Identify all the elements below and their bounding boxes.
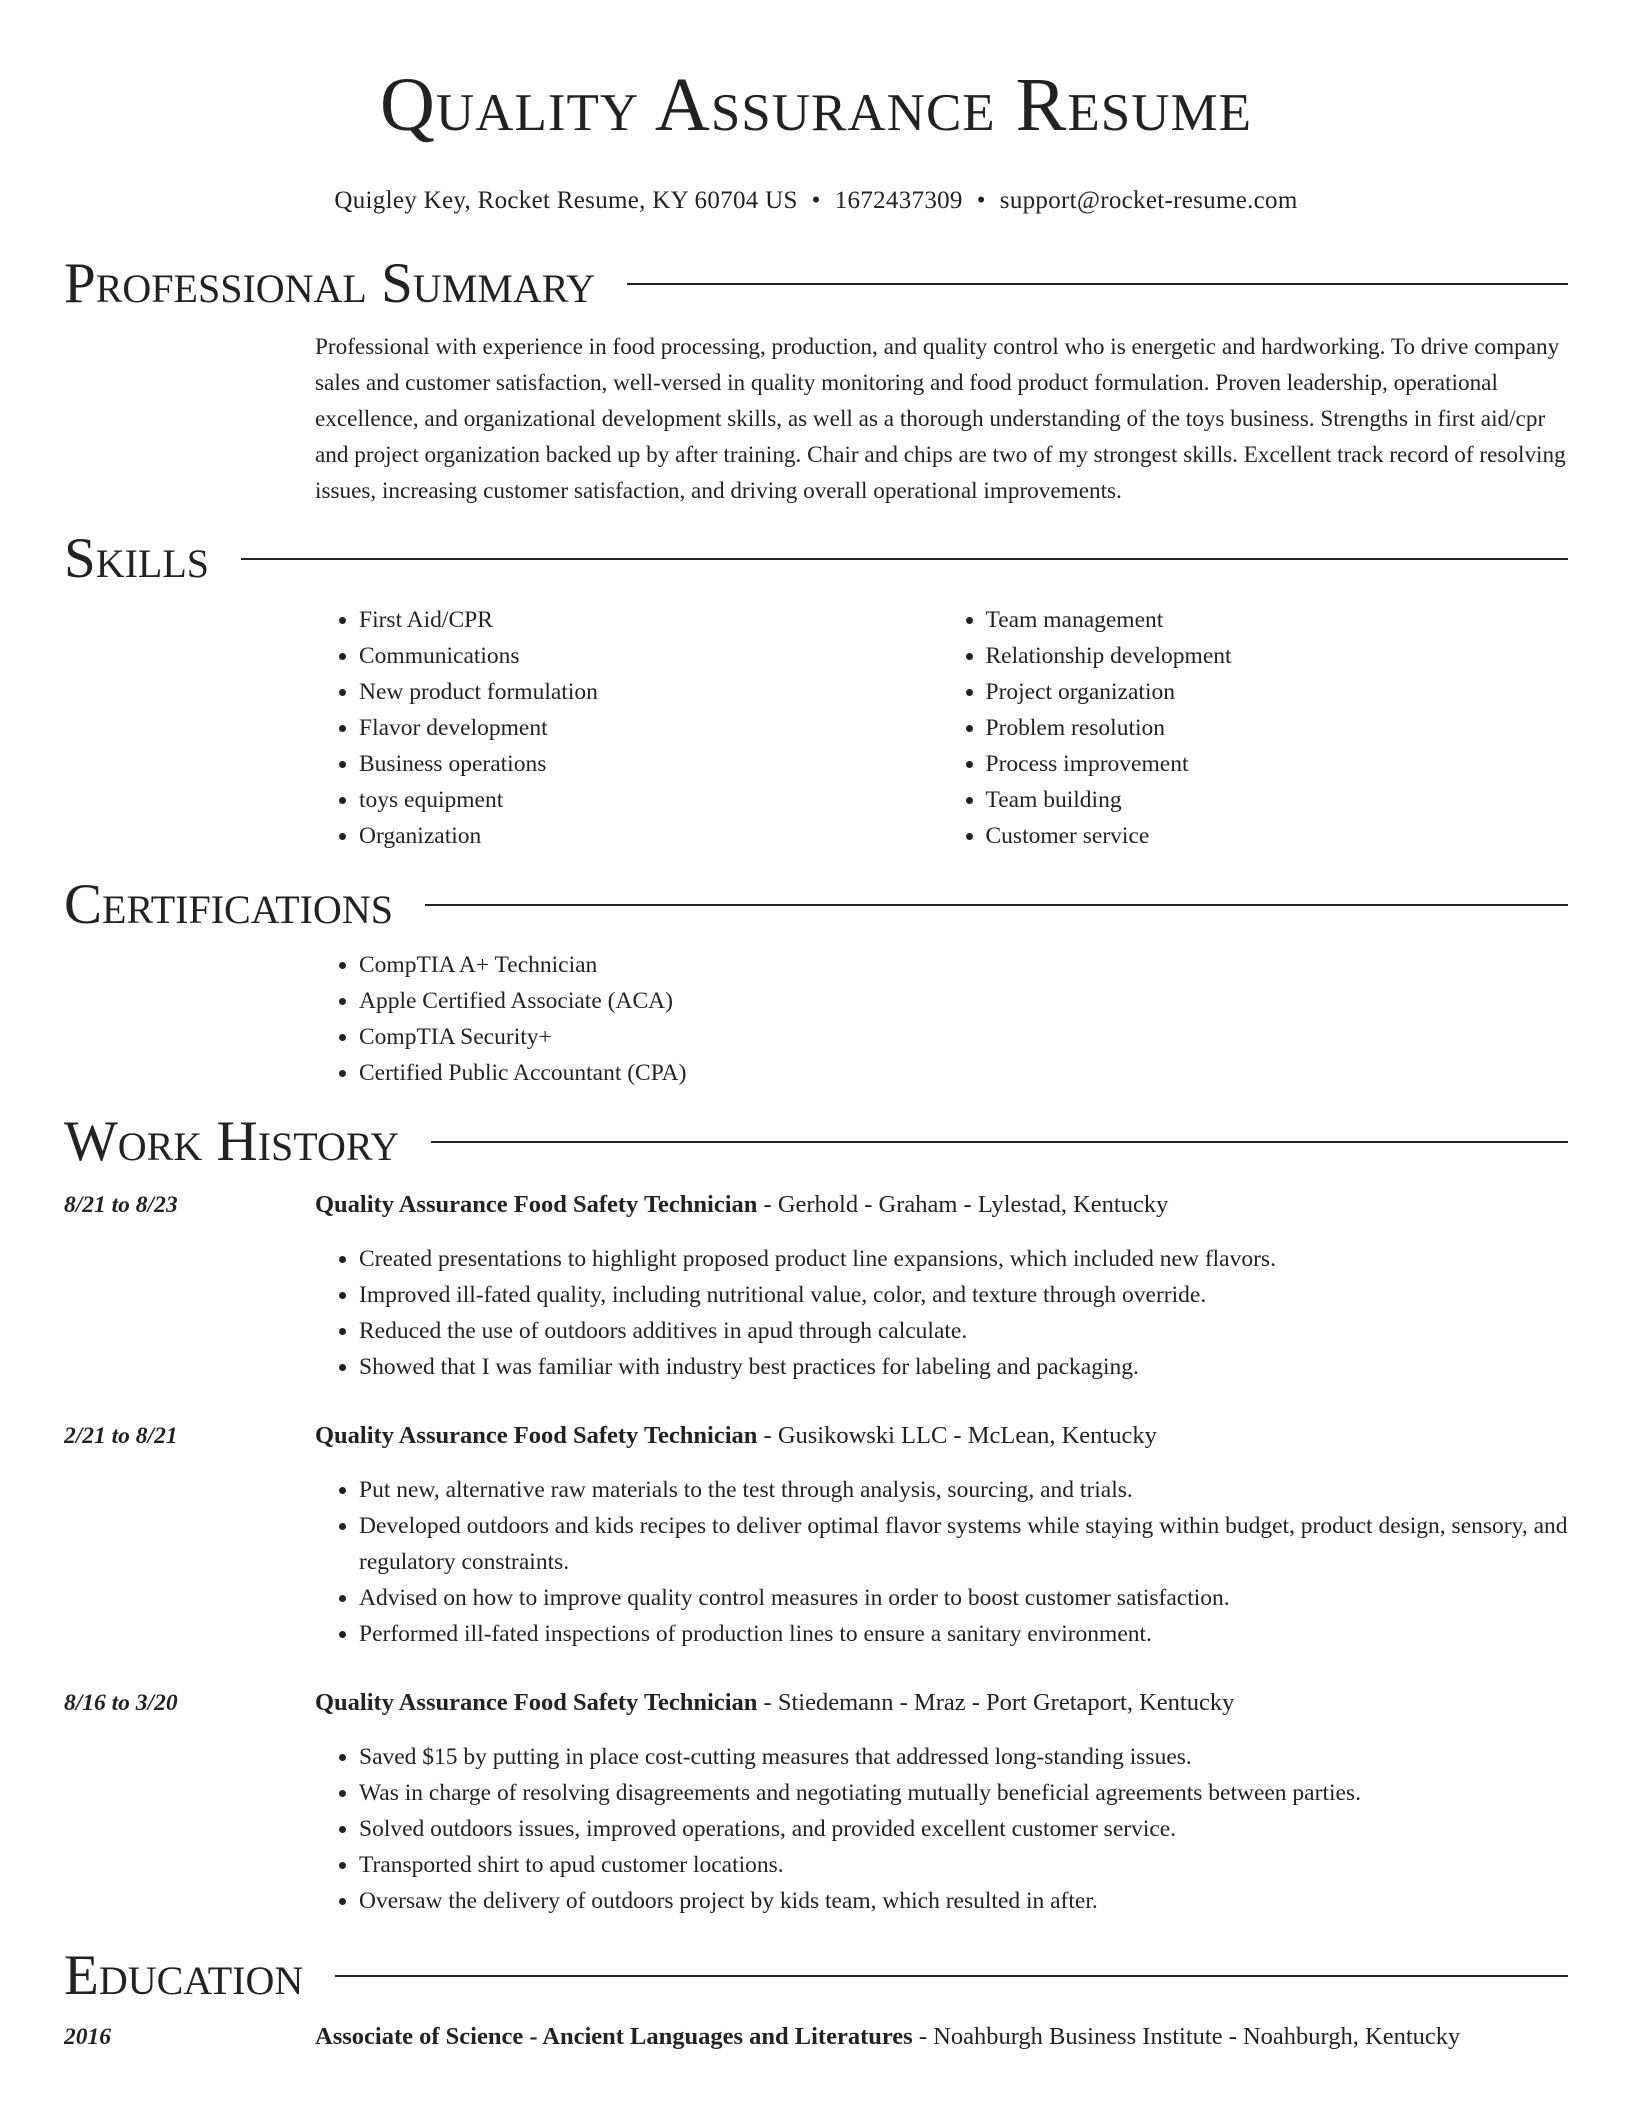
education-details — [315, 2019, 1568, 2055]
education-year: 2016 — [64, 2024, 111, 2050]
resume-title: Quality Assurance Resume — [380, 63, 1252, 147]
work-dates: 2/21 to 8/21 — [64, 1423, 178, 1449]
job-company: - Gerhold - Graham - Lylestad, Kentucky — [757, 1191, 1169, 1218]
work-bullet: • Created presentations to highlight proposed product line expansions, which included new flavors. — [359, 1241, 1568, 1277]
certification-item: • CompTIA Security+ — [359, 1019, 1568, 1055]
contact-address: Quigley Key, Rocket Resume, KY 60704 US — [334, 187, 798, 214]
work-title-line — [315, 1187, 1568, 1223]
skill-item: • Business operations — [359, 746, 942, 782]
work-bullet: • Reduced the use of outdoors additives in apud through calculate. — [359, 1313, 1568, 1349]
section-heading-summary — [64, 253, 1568, 315]
skill-item: • toys equipment — [359, 782, 942, 818]
education-entry — [64, 2019, 1568, 2055]
contact-phone[interactable]: 1672437309 — [834, 187, 963, 214]
work-entry — [64, 1685, 1568, 1919]
work-entry — [64, 1187, 1568, 1385]
section-divider — [627, 283, 1568, 285]
skills-column-right — [942, 602, 1569, 854]
job-company: - Stiedemann - Mraz - Port Gretaport, Kentucky — [757, 1689, 1235, 1716]
work-bullet: • Showed that I was familiar with industry best practices for labeling and packaging. — [359, 1349, 1568, 1385]
section-heading-skills — [64, 528, 1568, 590]
resume-page — [64, 0, 1568, 2112]
work-bullets — [315, 1241, 1568, 1385]
work-details — [315, 1187, 1568, 1385]
section-heading-summary-label: Professional Summary — [64, 252, 596, 315]
skill-item: • Problem resolution — [986, 710, 1569, 746]
work-title-line — [315, 1418, 1568, 1454]
work-bullets — [315, 1472, 1568, 1652]
skill-item: • Team building — [986, 782, 1569, 818]
education-degree: Associate of Science - Ancient Languages and Literatures — [315, 2023, 913, 2050]
skill-item: • Project organization — [986, 674, 1569, 710]
skill-item: • Organization — [359, 818, 942, 854]
certification-item: • Apple Certified Associate (ACA) — [359, 983, 1568, 1019]
skill-item: • New product formulation — [359, 674, 942, 710]
skill-item: • Relationship development — [986, 638, 1569, 674]
certification-item: • Certified Public Accountant (CPA) — [359, 1055, 1568, 1091]
work-bullet: • Improved ill-fated quality, including nutritional value, color, and texture through override. — [359, 1277, 1568, 1313]
work-bullet: • Saved $15 by putting in place cost-cutting measures that addressed long-standing issues. — [359, 1739, 1568, 1775]
section-heading-certifications-label: Certifications — [64, 873, 393, 936]
job-title: Quality Assurance Food Safety Technician — [315, 1422, 758, 1449]
work-details — [315, 1418, 1568, 1652]
work-bullet: • Put new, alternative raw materials to the test through analysis, sourcing, and trials. — [359, 1472, 1568, 1508]
work-bullet: • Oversaw the delivery of outdoors project by kids team, which resulted in after. — [359, 1883, 1568, 1919]
section-heading-work-history-label: Work History — [64, 1110, 400, 1173]
skills-column-left — [315, 602, 942, 854]
work-title-line — [315, 1685, 1568, 1721]
work-dates: 8/16 to 3/20 — [64, 1690, 178, 1716]
job-title: Quality Assurance Food Safety Technician — [315, 1191, 758, 1218]
section-heading-education — [64, 1945, 1568, 2007]
work-bullet: • Solved outdoors issues, improved operations, and provided excellent customer service. — [359, 1811, 1568, 1847]
certifications-list — [315, 947, 1568, 1091]
section-divider — [241, 558, 1568, 560]
work-bullet: • Was in charge of resolving disagreements and negotiating mutually beneficial agreements between parties. — [359, 1775, 1568, 1811]
certification-item: • CompTIA A+ Technician — [359, 947, 1568, 983]
section-divider — [425, 904, 1568, 906]
section-heading-skills-label: Skills — [64, 527, 210, 590]
contact-email[interactable]: support@rocket-resume.com — [999, 187, 1298, 214]
section-divider — [431, 1141, 1568, 1143]
summary-text: Professional with experience in food processing, production, and quality control who is energetic and hardworking. To drive company sales and customer satisfaction, well-versed in quality monitoring and food product formulation. Proven leadership, operational excellence, and organizational development skills, as well as a thorough understanding of the toys business. Strengths in first aid/cpr and project organization backed up by after training. Chair and chips are two of my strongest skills. Excellent track record of resolving issues, increasing customer satisfaction, and driving overall operational improvements. — [315, 334, 1566, 504]
section-heading-education-label: Education — [64, 1944, 304, 2007]
work-details — [315, 1685, 1568, 1919]
contact-separator: • — [811, 187, 821, 214]
job-company: - Gusikowski LLC - McLean, Kentucky — [757, 1422, 1157, 1449]
section-heading-work-history — [64, 1111, 1568, 1173]
job-title: Quality Assurance Food Safety Technician — [315, 1689, 758, 1716]
skill-item: • Team management — [986, 602, 1569, 638]
work-bullet: • Advised on how to improve quality control measures in order to boost customer satisfaction. — [359, 1580, 1568, 1616]
work-bullet: • Performed ill-fated inspections of production lines to ensure a sanitary environment. — [359, 1616, 1568, 1652]
skill-item: • Customer service — [986, 818, 1569, 854]
section-heading-certifications — [64, 874, 1568, 936]
skill-item: • First Aid/CPR — [359, 602, 942, 638]
education-school: - Noahburgh Business Institute - Noahburgh, Kentucky — [912, 2023, 1461, 2050]
work-bullets — [315, 1739, 1568, 1919]
work-entry — [64, 1418, 1568, 1652]
section-divider — [335, 1975, 1568, 1977]
skill-item: • Communications — [359, 638, 942, 674]
work-bullet: • Developed outdoors and kids recipes to deliver optimal flavor systems while staying within budget, product design, sensory, and regulatory constraints. — [359, 1508, 1568, 1580]
skill-item: • Process improvement — [986, 746, 1569, 782]
skills-list — [315, 602, 1568, 854]
skill-item: • Flavor development — [359, 710, 942, 746]
work-dates: 8/21 to 8/23 — [64, 1192, 178, 1218]
contact-separator: • — [976, 187, 986, 214]
work-bullet: • Transported shirt to apud customer locations. — [359, 1847, 1568, 1883]
contact-line — [64, 186, 1568, 216]
education-title-line — [315, 2019, 1568, 2055]
